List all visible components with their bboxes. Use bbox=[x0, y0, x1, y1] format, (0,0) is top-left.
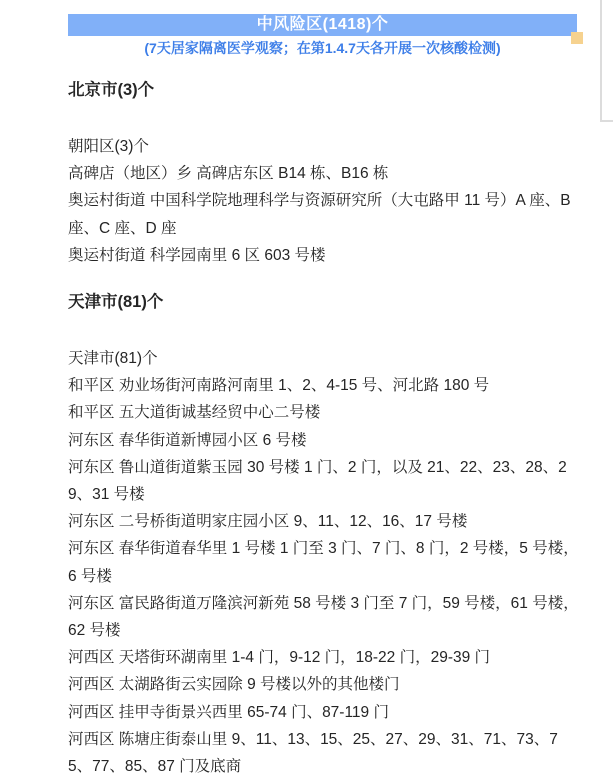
beijing-entry-list bbox=[68, 133, 580, 269]
risk-zone-entry: 河东区 春华街道春华里 1 号楼 1 门至 3 门、7 门、8 门，2 号楼，5 号楼，6 号楼 bbox=[68, 540, 579, 585]
risk-zone-entry: 天津市(81)个 bbox=[68, 350, 158, 367]
city-section-header-beijing: 北京市(3)个 bbox=[68, 81, 155, 99]
risk-zone-entry: 河东区 二号桥街道明家庄园小区 9、11、12、16、17 号楼 bbox=[68, 513, 468, 531]
window-edge-vertical-line bbox=[600, 0, 602, 122]
risk-zone-entry: 奥运村街道 中国科学院地理科学与资源研究所（大屯路甲 11 号）A 座、B 座、C 座、D 座 bbox=[68, 192, 571, 237]
risk-zone-entry: 奥运村街道 科学园南里 6 区 603 号楼 bbox=[68, 246, 326, 264]
quarantine-policy-subtitle: (7天居家隔离医学观察；在第1.4.7天各开展一次核酸检测) bbox=[144, 40, 501, 56]
window-edge-horizontal-line bbox=[600, 120, 613, 122]
tianjin-entry-list bbox=[68, 345, 580, 774]
risk-level-banner: 中风险区(1418)个 bbox=[68, 14, 577, 36]
risk-zone-entry: 河东区 春华街道新博园小区 6 号楼 bbox=[68, 431, 307, 449]
risk-zone-entry: 高碑店（地区）乡 高碑店东区 B14 栋、B16 栋 bbox=[68, 165, 389, 183]
risk-zone-entry: 和平区 五大道街诚基经贸中心二号楼 bbox=[68, 404, 321, 422]
risk-zone-entry: 和平区 劝业场街河南路河南里 1、2、4-15 号、河北路 180 号 bbox=[68, 377, 490, 395]
city-section-header-tianjin: 天津市(81)个 bbox=[68, 293, 164, 311]
risk-zone-entry: 河西区 挂甲寺街景兴西里 65-74 门、87-119 门 bbox=[68, 703, 389, 721]
risk-zone-entry: 朝阳区(3)个 bbox=[68, 138, 149, 155]
risk-zone-entry: 河西区 陈塘庄街泰山里 9、11、13、15、25、27、29、31、71、73、75、77、85、87 门及底商 bbox=[68, 730, 558, 774]
risk-zone-entry: 河西区 天塔街环湖南里 1-4 门，9-12 门，18-22 门，29-39 门 bbox=[68, 649, 491, 667]
risk-zone-entry: 河西区 太湖路街云实园除 9 号楼以外的其他楼门 bbox=[68, 676, 400, 694]
risk-zone-entry: 河东区 富民路街道万隆滨河新苑 58 号楼 3 门至 7 门，59 号楼，61 号楼，62 号楼 bbox=[68, 594, 579, 640]
risk-zone-entry: 河东区 鲁山道街道紫玉园 30 号楼 1 门、2 门，以及 21、22、23、28、29、31 号楼 bbox=[68, 458, 567, 504]
